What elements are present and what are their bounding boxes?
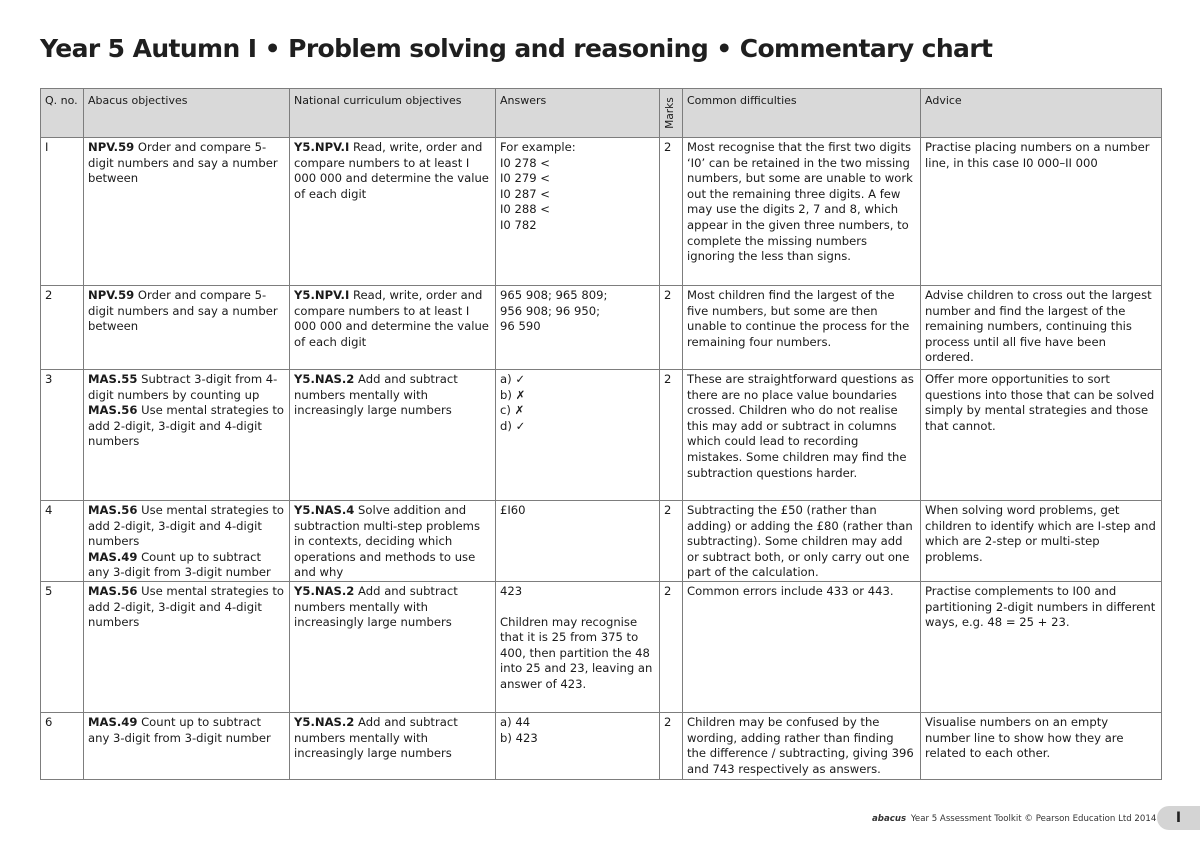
cell-advice [921, 286, 1162, 370]
page-number: I [1157, 806, 1200, 830]
header-marks [660, 89, 683, 138]
table-row [41, 286, 1162, 370]
cell-abacus-objective [84, 581, 290, 712]
cell-national-objective [290, 370, 496, 501]
difficulties-text: Children may be confused by the wording, adding rather than finding the difference / subtracting, giving 396 and 743 respectively as answers. [687, 714, 914, 776]
marks-value: 2 [664, 583, 672, 598]
answer-line: d) ✓ [500, 418, 526, 433]
objective-entry [88, 715, 285, 746]
objective-text: Use mental strategies to add 2-digit, 3-digit and 4-digit numbers [88, 503, 284, 549]
cell-national-objective [290, 581, 496, 712]
cell-marks [660, 138, 683, 286]
cell-common-difficulties [683, 370, 921, 501]
objective-code: Y5.NPV.I [294, 288, 350, 302]
advice-text: Advise children to cross out the largest number and find the largest of the remaining numbers, continuing this process until all five have been ordered. [925, 288, 1152, 365]
cell-national-objective [290, 138, 496, 286]
advice-text: When solving word problems, get children to identify which are I-step and which are 2-step or multi-step problems. [925, 503, 1156, 564]
header-answers: Answers [496, 89, 660, 138]
objective-code: MAS.56 [88, 503, 138, 517]
marks-value: 2 [664, 140, 672, 154]
header-row [41, 89, 1162, 138]
question-number: 3 [45, 372, 53, 386]
question-number: 6 [45, 714, 53, 729]
table-row [41, 581, 1162, 712]
advice-text: Visualise numbers on an empty number line to show how they are related to each other. [925, 714, 1124, 761]
cell-question-number [41, 712, 84, 779]
marks-value: 2 [664, 503, 672, 517]
objective-text: Add and subtract numbers mentally with increasingly large numbers [294, 372, 458, 418]
answer-line: c) ✗ [500, 403, 525, 418]
answer-line: 423 [500, 583, 523, 598]
cell-marks [660, 712, 683, 779]
objective-text: Add and subtract numbers mentally with increasingly large numbers [294, 714, 458, 761]
header-marks-label: Marks [664, 97, 677, 129]
answer-line: a) ✓ [500, 372, 526, 386]
objective-text: Count up to subtract any 3-digit from 3-digit number [88, 714, 271, 745]
objective-entry [88, 550, 285, 581]
objective-entry [88, 503, 285, 550]
objective-code: Y5.NAS.2 [294, 372, 355, 386]
answer-line: a) 44 [500, 714, 531, 729]
difficulties-text: Most recognise that the first two digits ‘I0’ can be retained in the two missing numbers, but some are unable to work out the remaining three digits. A few may use the digits 2, 7 and 8, which appear in the given three numbers, to complete the missing numbers ignoring the less than signs. [687, 140, 913, 264]
objective-entry [294, 140, 491, 202]
objective-entry [88, 403, 285, 450]
advice-text: Practise placing numbers on a number line, in this case I0 000–II 000 [925, 140, 1150, 170]
objective-code: Y5.NAS.4 [294, 503, 355, 517]
objective-code: MAS.56 [88, 583, 138, 598]
cell-advice [921, 501, 1162, 582]
cell-abacus-objective [84, 286, 290, 370]
cell-question-number [41, 501, 84, 582]
question-number: 2 [45, 288, 53, 302]
cell-marks [660, 286, 683, 370]
cell-question-number [41, 581, 84, 712]
objective-text: Order and compare 5-digit numbers and say a number between [88, 140, 278, 186]
answer-line: I0 279 < [500, 171, 551, 186]
objective-entry [294, 372, 491, 419]
footer-credit [872, 814, 1156, 824]
table-row [41, 501, 1162, 582]
objective-code: MAS.55 [88, 372, 138, 386]
page-title: Year 5 Autumn I • Problem solving and reasoning • Commentary chart [40, 34, 993, 63]
objective-text: Add and subtract numbers mentally with increasingly large numbers [294, 583, 458, 630]
objective-entry [88, 584, 285, 631]
cell-answers [496, 581, 660, 712]
header-q-no: Q. no. [41, 89, 84, 138]
table-row [41, 370, 1162, 501]
answer-line: 96 590 [500, 319, 541, 334]
advice-text: Offer more opportunities to sort questions into those that can be solved simply by mental strategies and those that cannot. [925, 372, 1155, 433]
objective-entry [294, 503, 491, 581]
cell-national-objective [290, 712, 496, 779]
objective-entry [294, 715, 491, 762]
cell-common-difficulties [683, 581, 921, 712]
marks-value: 2 [664, 372, 672, 386]
objective-text: Read, write, order and compare numbers to at least I 000 000 and determine the value of each digit [294, 140, 489, 201]
table-body [41, 138, 1162, 780]
cell-marks [660, 581, 683, 712]
header-abacus-objectives: Abacus objectives [84, 89, 290, 138]
advice-text: Practise complements to I00 and partitioning 2-digit numbers in different ways, e.g. 48 = 25 + 23. [925, 583, 1156, 630]
objective-text: Subtract 3-digit from 4-digit numbers by counting up [88, 372, 278, 402]
objective-code: MAS.49 [88, 549, 138, 564]
objective-entry [294, 584, 491, 631]
cell-question-number [41, 370, 84, 501]
cell-marks [660, 501, 683, 582]
objective-entry [88, 140, 285, 187]
cell-answers [496, 138, 660, 286]
difficulties-text: Common errors include 433 or 443. [687, 583, 894, 598]
answer-line: b) ✗ [500, 387, 526, 402]
objective-text: Count up to subtract any 3-digit from 3-digit number [88, 549, 271, 580]
cell-advice [921, 370, 1162, 501]
cell-question-number [41, 138, 84, 286]
objective-text: Read, write, order and compare numbers to at least I 000 000 and determine the value of each digit [294, 288, 489, 349]
commentary-chart-table [40, 88, 1162, 780]
objective-text: Solve addition and subtraction multi-step problems in contexts, deciding which operations and methods to use and why [294, 503, 481, 580]
objective-code: Y5.NAS.2 [294, 583, 355, 598]
cell-answers [496, 286, 660, 370]
cell-common-difficulties [683, 286, 921, 370]
cell-marks [660, 370, 683, 501]
cell-common-difficulties [683, 138, 921, 286]
objective-code: MAS.56 [88, 403, 138, 418]
cell-advice [921, 712, 1162, 779]
header-advice: Advice [921, 89, 1162, 138]
objective-code: Y5.NPV.I [294, 140, 350, 154]
objective-entry [294, 288, 491, 350]
answer-line: For example: [500, 140, 576, 154]
cell-abacus-objective [84, 712, 290, 779]
cell-abacus-objective [84, 138, 290, 286]
marks-value: 2 [664, 714, 672, 729]
table-row [41, 712, 1162, 779]
cell-question-number [41, 286, 84, 370]
difficulties-text: These are straightforward questions as there are no place value boundaries crossed. Children who do not realise this may add or subtract in columns which could lead to recording mistakes. Some children may find the subtraction questions harder. [687, 372, 914, 480]
objective-code: NPV.59 [88, 288, 135, 302]
objective-entry [88, 288, 285, 335]
objective-text: Use mental strategies to add 2-digit, 3-digit and 4-digit numbers [88, 403, 284, 449]
objective-code: MAS.49 [88, 714, 138, 729]
answer-line: I0 287 < [500, 186, 551, 201]
cell-answers [496, 712, 660, 779]
cell-abacus-objective [84, 501, 290, 582]
objective-text: Order and compare 5-digit numbers and say a number between [88, 288, 278, 334]
cell-common-difficulties [683, 712, 921, 779]
cell-answers [496, 370, 660, 501]
table-row [41, 138, 1162, 286]
answer-line: £I60 [500, 503, 526, 517]
question-number: I [45, 140, 49, 154]
question-number: 5 [45, 583, 53, 598]
header-national-curriculum: National curriculum objectives [290, 89, 496, 138]
difficulties-text: Subtracting the £50 (rather than adding) or adding the £80 (rather than subtracting). Some children may add or subtract both, or only carry out one part of the calculation. [687, 503, 913, 580]
question-number: 4 [45, 503, 53, 517]
cell-common-difficulties [683, 501, 921, 582]
answer-line: I0 278 < [500, 155, 551, 170]
objective-code: Y5.NAS.2 [294, 714, 355, 729]
cell-advice [921, 581, 1162, 712]
marks-value: 2 [664, 288, 672, 302]
cell-national-objective [290, 286, 496, 370]
answer-line: I0 288 < [500, 202, 551, 217]
objective-entry [88, 372, 285, 403]
objective-code: NPV.59 [88, 140, 135, 154]
objective-text: Use mental strategies to add 2-digit, 3-digit and 4-digit numbers [88, 583, 284, 630]
answer-line: I0 782 [500, 217, 537, 232]
header-common-difficulties: Common difficulties [683, 89, 921, 138]
cell-answers [496, 501, 660, 582]
cell-advice [921, 138, 1162, 286]
cell-abacus-objective [84, 370, 290, 501]
cell-national-objective [290, 501, 496, 582]
footer-text: Year 5 Assessment Toolkit © Pearson Education Ltd 2014 [910, 814, 1157, 824]
answer-line [500, 600, 655, 615]
difficulties-text: Most children find the largest of the five numbers, but some are then unable to continue the process for the remaining four numbers. [687, 288, 910, 349]
answer-line: b) 423 [500, 730, 538, 745]
answer-line: 956 908; 96 950; [500, 303, 601, 318]
answer-line: 965 908; 965 809; [500, 288, 608, 302]
abacus-logo: abacus [872, 814, 907, 824]
answer-line: Children may recognise that it is 25 from 375 to 400, then partition the 48 into 25 and 23, leaving an answer of 423. [500, 614, 653, 691]
